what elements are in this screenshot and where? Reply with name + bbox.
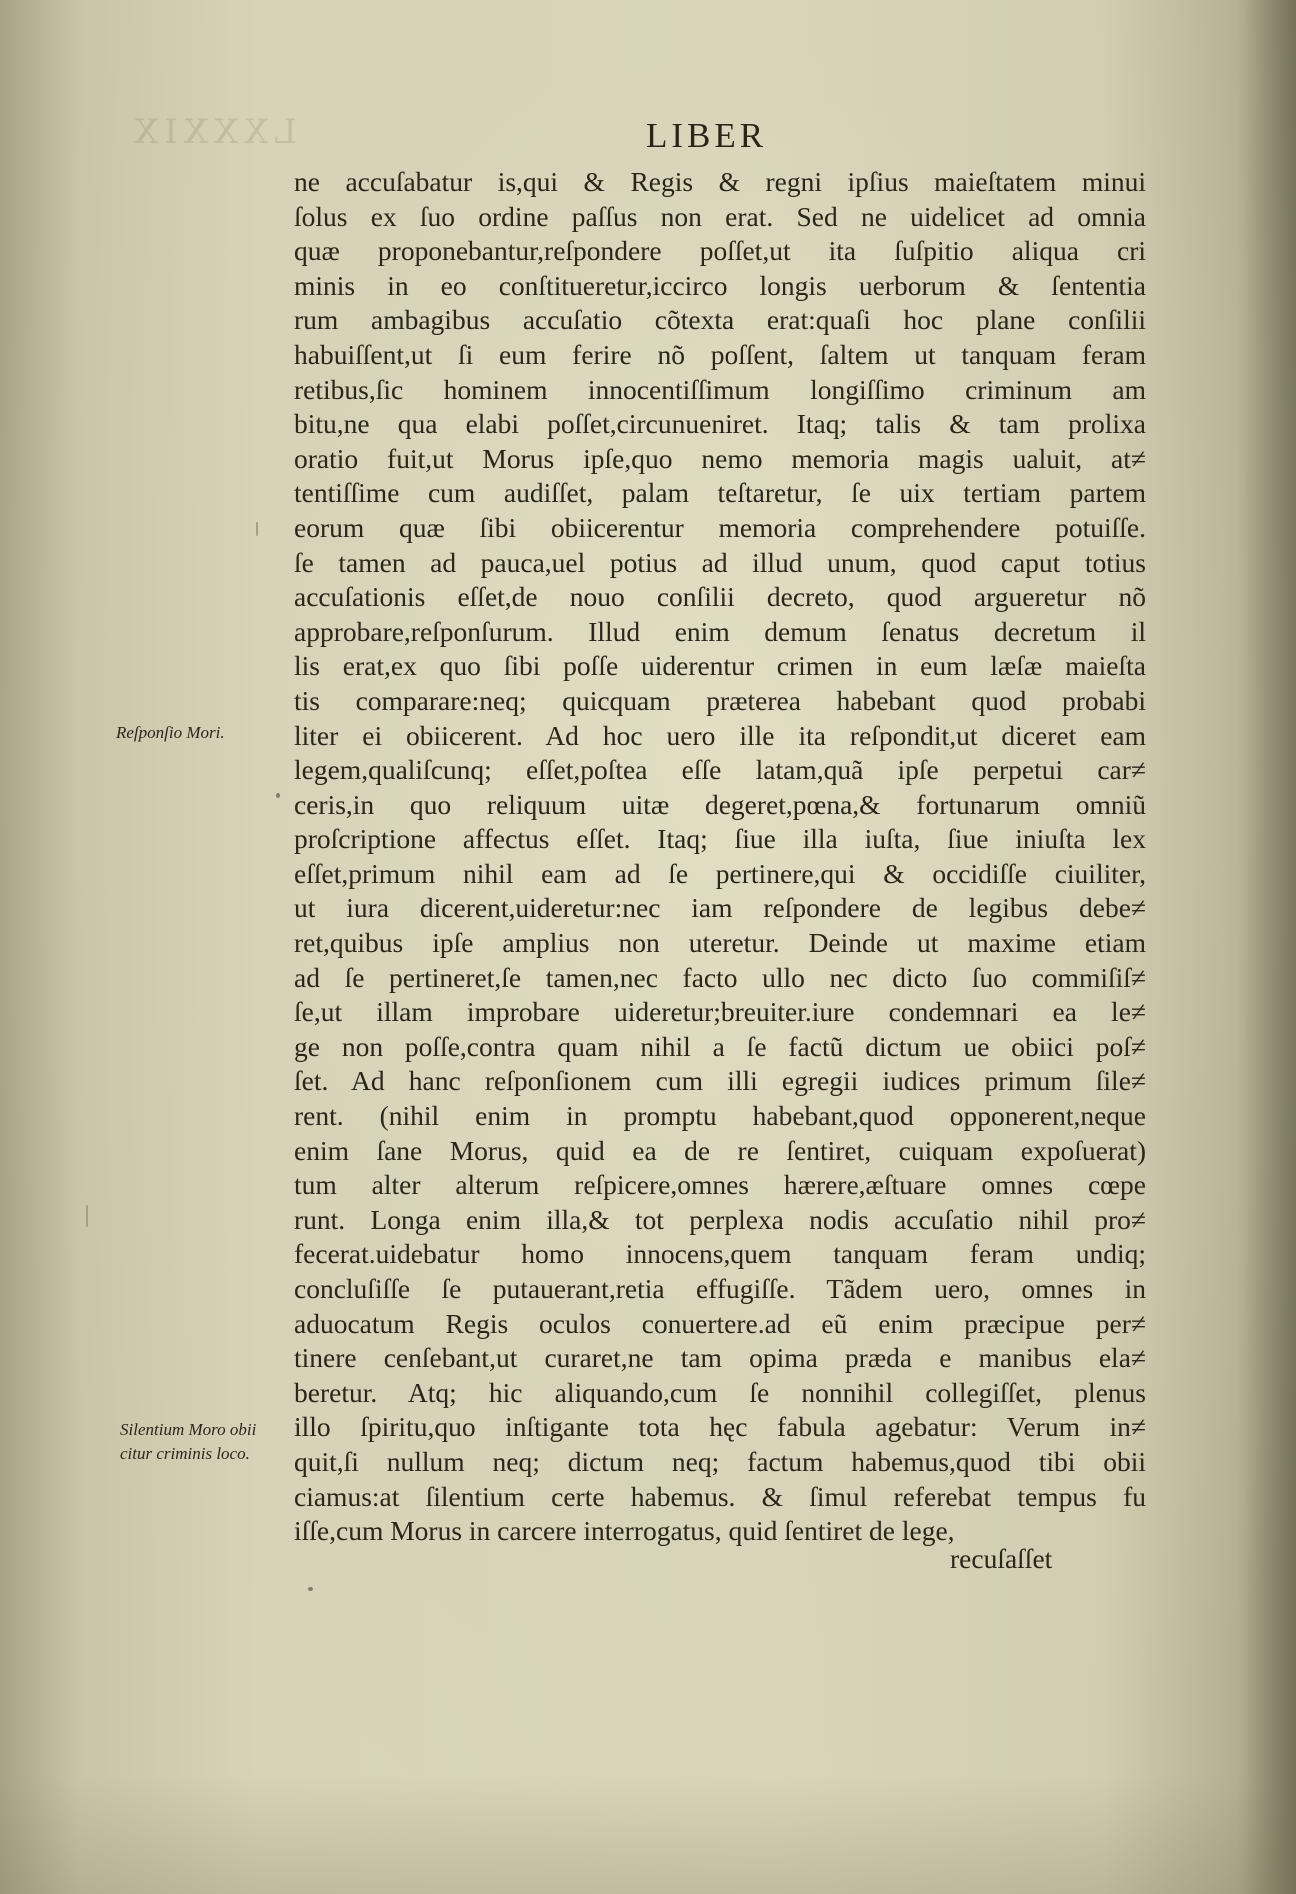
text-line: quit,ſi nullum neq; dictum neq; factum habemus,quod tibi obii [294, 1445, 1146, 1477]
text-line: eſſet,primum nihil eam ad ſe pertinere,qui & occidiſſe ciuiliter, [294, 857, 1146, 889]
text-line: ceris,in quo reliquum uitæ degeret,pœna,& fortunarum omniũ [294, 788, 1146, 820]
text-line: enim ſane Morus, quid ea de re ſentiret, cuiquam expoſuerat) [294, 1134, 1146, 1166]
text-line: ciamus:at ſilentium certe habemus. & ſimul referebat tempus fu [294, 1480, 1146, 1512]
text-line: beretur. Atq; hic aliquando,cum ſe nonnihil collegiſſet, plenus [294, 1376, 1146, 1408]
text-line: quæ proponebantur,reſpondere poſſet,ut ita ſuſpitio aliqua cri [294, 235, 1146, 267]
ink-speck [256, 522, 258, 536]
marginal-note-silentium [120, 1418, 256, 1466]
page-bottom-shadow [0, 1774, 1296, 1894]
text-line: ret,quibus ipſe amplius non uteretur. Deinde ut maxime etiam [294, 927, 1146, 959]
text-line: iſſe,cum Morus in carcere interrogatus, quid ſentiret de lege, [294, 1515, 955, 1547]
text-line: tinere cenſebant,ut curaret,ne tam opima præda e manibus ela≠ [294, 1342, 1146, 1374]
text-line: concluſiſſe ſe putauerant,retia effugiſſe. Tãdem uero, omnes in [294, 1273, 1146, 1304]
text-line: eorum quæ ſibi obiicerentur memoria comprehendere potuiſſe. [294, 511, 1146, 543]
text-line: bitu,ne qua elabi poſſet,circunueniret. Itaq; talis & tam prolixa [294, 408, 1146, 440]
text-line: legem,qualiſcunq; eſſet,poſtea eſſe latam,quã ipſe perpetui car≠ [294, 754, 1146, 786]
text-line: approbare,reſponſurum. Illud enim demum ſenatus decretum il [294, 615, 1146, 647]
text-line: ut iura dicerent,uideretur:nec iam reſpondere de legibus debe≠ [294, 892, 1146, 924]
text-line: runt. Longa enim illa,& tot perplexa nodis accuſatio nihil pro≠ [294, 1203, 1146, 1235]
text-line: proſcriptione affectus eſſet. Itaq; ſiue illa iuſta, ſiue iniuſta lex [294, 823, 1146, 855]
text-line: ſolus ex ſuo ordine paſſus non erat. Sed ne uidelicet ad omnia [294, 200, 1146, 232]
text-line: ad ſe pertineret,ſe tamen,nec facto ullo nec dicto ſuo commiſiſ≠ [294, 961, 1146, 993]
text-line: ge non poſſe,contra quam nihil a ſe factũ dictum ue obiici poſ≠ [294, 1030, 1146, 1062]
text-line: liter ei obiicerent. Ad hoc uero ille ita reſpondit,ut diceret eam [294, 719, 1146, 751]
text-line: ſet. Ad hanc reſponſionem cum illi egregii iudices primum ſile≠ [294, 1065, 1146, 1097]
text-line: ne accuſabatur is,qui & Regis & regni ipſius maieſtatem minui [294, 166, 1146, 197]
text-line: retibus,ſic hominem innocentiſſimum longiſſimo criminum am [294, 373, 1146, 405]
page-edge-shadow [1236, 0, 1296, 1894]
text-line: aduocatum Regis oculos conuertere.ad eũ enim præcipue per≠ [294, 1307, 1146, 1339]
text-line: lis erat,ex quo ſibi poſſe uiderentur crimen in eum læſæ maieſta [294, 650, 1146, 682]
text-line: fecerat.uidebatur homo innocens,quem tanquam feram undiq; [294, 1238, 1146, 1270]
ink-speck [276, 793, 280, 798]
text-line: rum ambagibus accuſatio cõtexta erat:quaſi hoc plane conſilii [294, 304, 1146, 336]
text-line: rent. (nihil enim in promptu habebant,quod opponerent,neque [294, 1100, 1146, 1132]
body-text [294, 165, 1146, 1549]
text-line: oratio fuit,ut Morus ipſe,quo nemo memoria magis ualuit, at≠ [294, 442, 1146, 474]
marginal-note-silentium-line-2: citur criminis loco. [120, 1444, 250, 1463]
running-head: LIBER [646, 116, 768, 155]
marginal-note-silentium-line-1: Silentium Moro obii [120, 1420, 257, 1439]
ink-speck [308, 1587, 313, 1591]
text-line: ſe tamen ad pauca,uel potius ad illud unum, quod caput totius [294, 546, 1146, 578]
ink-speck [86, 1205, 88, 1227]
text-line: illo ſpiritu,quo inſtigante tota hęc fabula agebatur: Verum in≠ [294, 1411, 1146, 1443]
text-line: habuiſſent,ut ſi eum ferire nõ poſſent, ſaltem ut tanquam feram [294, 338, 1146, 370]
text-line: ſe,ut illam improbare uideretur;breuiter.iure condemnari ea le≠ [294, 996, 1146, 1028]
bleed-through-folio: LXXXIX [128, 112, 297, 152]
catchword: recuſaſſet [950, 1543, 1053, 1574]
text-line: tis comparare:neq; quicquam præterea habebant quod probabi [294, 684, 1146, 716]
text-line: tentiſſime cum audiſſet, palam teſtaretur, ſe uix tertiam partem [294, 477, 1146, 509]
text-line: minis in eo conſtitueretur,iccirco longis uerborum & ſententia [294, 269, 1146, 301]
marginal-note-responsio: Reſponſio Mori. [116, 723, 225, 742]
text-line: accuſationis eſſet,de nouo conſilii decreto, quod argueretur nõ [294, 581, 1146, 613]
text-line: tum alter alterum reſpicere,omnes hærere,æſtuare omnes cœpe [294, 1169, 1146, 1201]
